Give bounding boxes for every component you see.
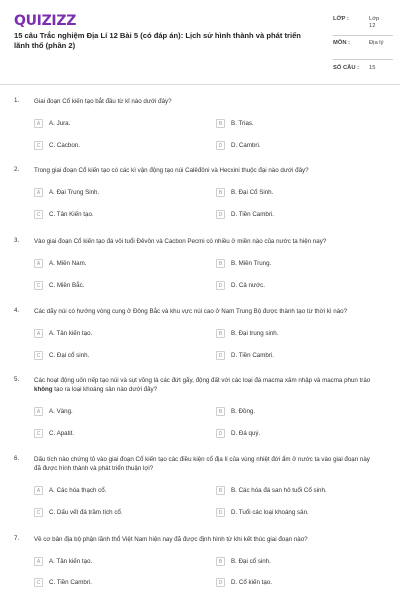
option-text: B. Đại cổ sinh. (231, 558, 271, 565)
option-letter-box: A (34, 259, 43, 268)
question-number: 1. (14, 97, 20, 104)
option-letter-box: B (216, 119, 225, 128)
option-text: B. Trias. (231, 120, 254, 127)
option-text: D. Tiền Cambri. (231, 352, 274, 359)
question-number: 6. (14, 455, 20, 462)
option-text: B. Đồng. (231, 408, 256, 415)
meta-divider (333, 35, 393, 36)
option-letter-box: A (34, 407, 43, 416)
option-letter-box: A (34, 119, 43, 128)
option-letter-box: D (216, 281, 225, 290)
quiz-header (0, 0, 400, 84)
option-letter-box: D (216, 508, 225, 517)
quizizz-logo[interactable]: QUIZIZZ (14, 13, 77, 29)
quiz-title: 15 câu Trắc nghiệm Địa Lí 12 Bài 5 (có đáp án): Lịch sử hình thành và phát triển lãnh thổ (phần 2) (14, 31, 301, 51)
option-letter-box: B (216, 486, 225, 495)
option-text: B. Các hóa đá san hô tuổi Cổ sinh. (231, 487, 327, 494)
option-text: A. Jura. (49, 120, 71, 127)
option-letter-box: A (34, 486, 43, 495)
option-letter-box: C (34, 429, 43, 438)
option-letter-box: A (34, 329, 43, 338)
option-text: C. Tân Kiến tạo. (49, 211, 94, 218)
option-letter-box: D (216, 429, 225, 438)
option-text: C. Cacbon. (49, 142, 80, 149)
option-text: D. Tiền Cambri. (231, 211, 274, 218)
option-letter-box: C (34, 141, 43, 150)
meta-subject-label: MÔN : (333, 40, 351, 46)
meta-count-value: 15 (369, 65, 376, 71)
option-letter-box: B (216, 557, 225, 566)
option-text: B. Đại trung sinh. (231, 330, 279, 337)
question-text-part: Các hoạt động uốn nếp tạo núi và sụt võng là các đứt gãy, động đất với các loại đá macma xâm nhập và macma phun trào (34, 377, 371, 384)
meta-class-value: Lớp 12 (369, 16, 380, 29)
option-text: D. Đá quý. (231, 430, 261, 437)
option-letter-box: A (34, 557, 43, 566)
question-number: 4. (14, 307, 20, 314)
option-letter-box: C (34, 351, 43, 360)
option-text: A. Tân kiến tạo. (49, 558, 93, 565)
option-letter-box: B (216, 407, 225, 416)
option-letter-box: C (34, 210, 43, 219)
option-text: B. Miền Trung. (231, 260, 272, 267)
option-text: D. Tuổi các loại khoáng sản. (231, 509, 309, 516)
option-text: A. Miền Nam. (49, 260, 87, 267)
question-number: 7. (14, 535, 20, 542)
meta-count-label: SỐ CÂU : (333, 65, 360, 71)
option-text: C. Miền Bắc. (49, 282, 85, 289)
option-letter-box: C (34, 281, 43, 290)
option-letter-box: A (34, 188, 43, 197)
option-text: D. Cả nước. (231, 282, 265, 289)
question-text: Trong giai đoạn Cổ kiến tạo có các kì vận động tạo núi Calêđôni và Hecxini thuộc đại nào dưới đây? (34, 167, 309, 174)
question-text-emphasis: không (34, 386, 53, 394)
option-text: C. Đại cổ sinh. (49, 352, 90, 359)
option-text: D. Cổ kiến tạo. (231, 579, 272, 586)
question-number: 5. (14, 376, 20, 383)
meta-subject-value: Địa lý (369, 40, 384, 46)
option-text: A. Vàng. (49, 408, 73, 415)
option-text: C. Tiền Cambri. (49, 579, 92, 586)
question-number: 3. (14, 237, 20, 244)
option-text: C. Apatit. (49, 430, 75, 437)
option-letter-box: D (216, 210, 225, 219)
option-letter-box: B (216, 188, 225, 197)
option-text: A. Tân kiến tạo. (49, 330, 93, 337)
option-letter-box: D (216, 141, 225, 150)
question-text-part: tạo ra loại khoáng sản nào dưới đây? (52, 386, 158, 394)
option-letter-box: D (216, 578, 225, 587)
question-number: 2. (14, 166, 20, 173)
option-text: C. Dấu vết đá trầm tích cổ. (49, 509, 123, 516)
meta-divider (333, 59, 393, 60)
header-divider (0, 84, 400, 85)
option-letter-box: B (216, 259, 225, 268)
option-letter-box: D (216, 351, 225, 360)
option-text: A. Các hóa thạch cổ. (49, 487, 107, 494)
meta-class-label: LỚP : (333, 16, 349, 22)
question-text: Dấu tích nào chứng tỏ vào giai đoạn Cổ kiến tạo các điều kiện cổ địa lí của vùng nhiệt đới ẩm ở nước ta vào giai đoạn này đã được hình thành và phát triển thuận lợi? (34, 456, 370, 473)
option-letter-box: C (34, 508, 43, 517)
option-letter-box: B (216, 329, 225, 338)
question-text: Giai đoạn Cổ kiến tạo bắt đầu từ kỉ nào dưới đây? (34, 98, 172, 105)
option-letter-box: C (34, 578, 43, 587)
option-text: D. Cambri. (231, 142, 261, 149)
option-text: A. Đại Trung Sinh. (49, 189, 100, 196)
question-text (34, 376, 374, 395)
question-text: Về cơ bản địa bộ phận lãnh thổ Việt Nam hiện nay đã được định hình từ khi kết thúc giai đoạn nào? (34, 536, 308, 543)
option-text: B. Đại Cổ Sinh. (231, 189, 274, 196)
question-text: Các dãy núi có hướng vòng cung ở Đông Bắc và khu vực núi cao ở Nam Trung Bộ được thành tạo từ thời kì nào? (34, 308, 348, 315)
question-text: Vào giai đoạn Cổ kiến tạo đá vôi tuổi Đêvôn và Cacbon Pecmi có nhiều ở miền nào của nước ta hiện nay? (34, 238, 327, 245)
